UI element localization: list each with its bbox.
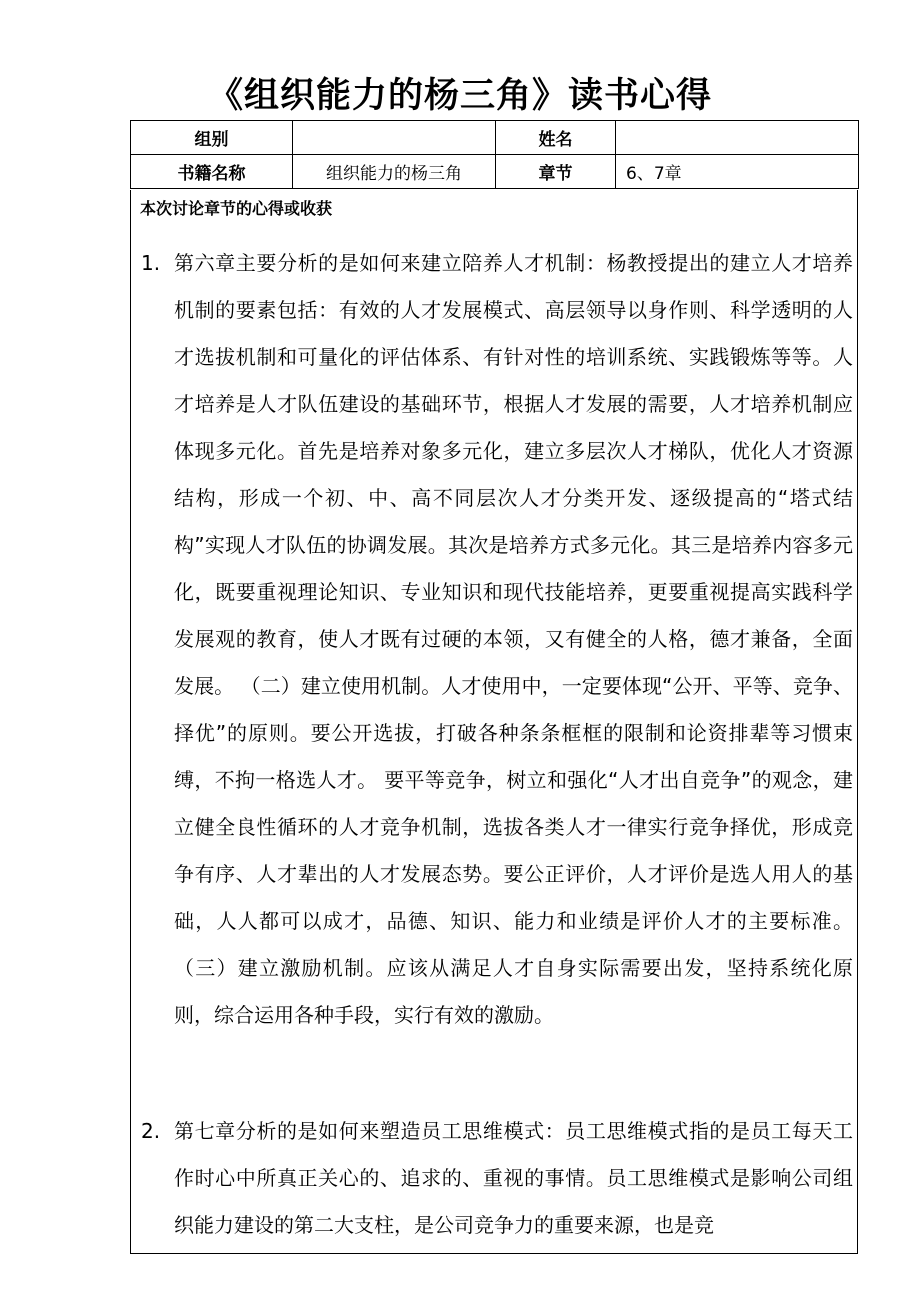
item-number: 1. bbox=[141, 251, 161, 275]
name-label: 姓名 bbox=[496, 121, 616, 155]
document-title: 《组织能力的杨三角》读书心得 bbox=[207, 76, 712, 116]
name-value-field[interactable] bbox=[616, 121, 859, 155]
book-value: 组织能力的杨三角 bbox=[293, 155, 496, 189]
info-table bbox=[130, 120, 859, 189]
section-heading: 本次讨论章节的心得或收获 bbox=[140, 199, 333, 218]
info-row-book bbox=[131, 155, 859, 189]
list-item-2 bbox=[141, 1108, 853, 1249]
group-label: 组别 bbox=[131, 121, 293, 155]
item-text: 第七章分析的是如何来塑造员工思维模式：员工思维模式指的是员工每天工作时心中所真正关心的、追求的、重视的事情。员工思维模式是影响公司组织能力建设的第二大支柱，是公司竞争力的重要来源，也是竞 bbox=[174, 1119, 853, 1237]
info-row-group bbox=[131, 121, 859, 155]
item-number: 2. bbox=[141, 1119, 161, 1143]
item-text: 第六章主要分析的是如何来建立陪养人才机制：杨教授提出的建立人才培养机制的要素包括：有效的人才发展模式、高层领导以身作则、科学透明的人才选拔机制和可量化的评估体系、有针对性的培训系统、实践锻炼等等。人才培养是人才队伍建设的基础环节，根据人才发展的需要，人才培养机制应体现多元化。首先是培养对象多元化，建立多层次人才梯队，优化人才资源结构，形成一个初、中、高不同层次人才分类开发、逐级提高的“塔式结构”实现人才队伍的协调发展。其次是培养方式多元化。其三是培养内容多元化，既要重视理论知识、专业知识和现代技能培养，更要重视提高实践科学发展观的教育，使人才既有过硬的本领，又有健全的人格，德才兼备，全面发展。 （二）建立使用机制。人才使用中，一定要体现“公开、平等、竞争、择优”的原则。要公开选拔，打破各种条条框框的限制和论资排辈等习惯束缚，不拘一格选人才。 要平等竞争，树立和强化“人才出自竞争”的观念，建立健全良性循环的人才竞争机制，选拔各类人才一律实行竞争择优，形成竞争有序、人才辈出的人才发展态势。要公正评价，人才评价是选人用人的基础，人人都可以成才，品德、知识、能力和业绩是评价人才的主要标准。 （三）建立激励机制。应该从满足人才自身实际需要出发，坚持系统化原则，综合运用各种手段，实行有效的激励。 bbox=[174, 251, 853, 1027]
group-value-field[interactable] bbox=[293, 121, 496, 155]
chapter-value: 6、7章 bbox=[616, 155, 859, 189]
list-item-1 bbox=[141, 240, 853, 1039]
reflection-box bbox=[130, 190, 858, 1254]
chapter-label: 章节 bbox=[496, 155, 616, 189]
book-label: 书籍名称 bbox=[131, 155, 293, 189]
